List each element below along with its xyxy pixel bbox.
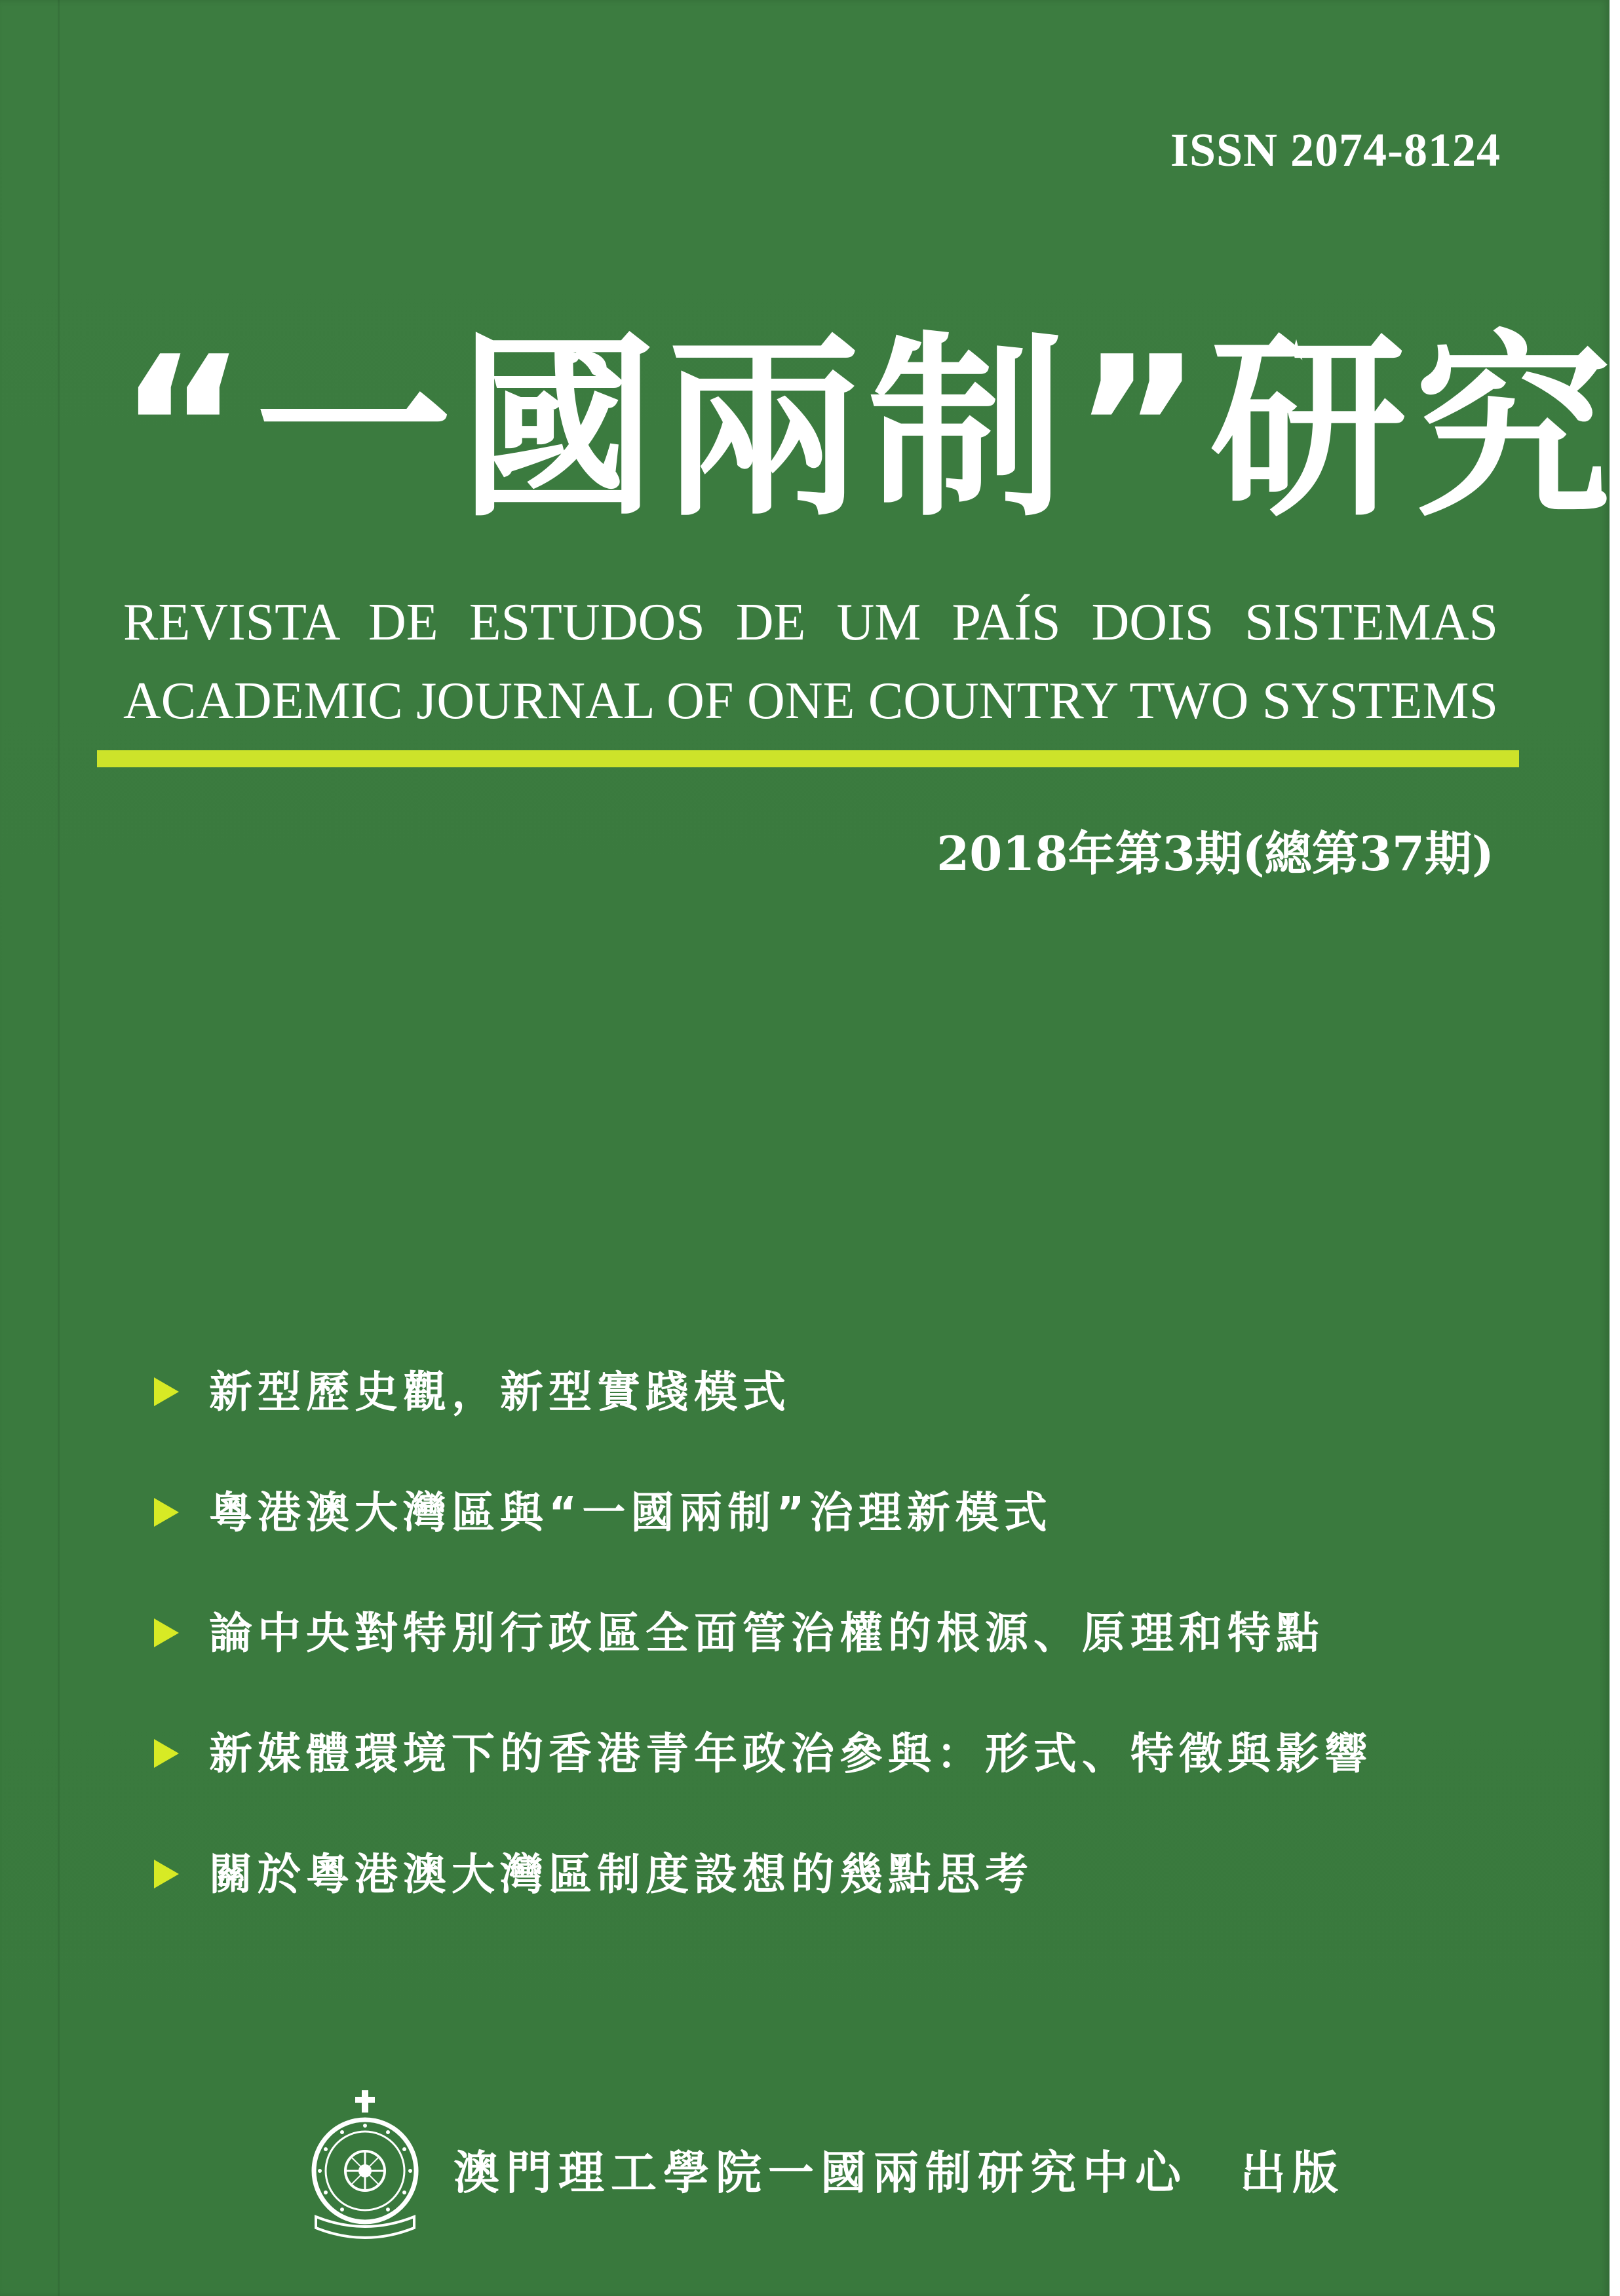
journal-title-portuguese: REVISTA DE ESTUDOS DE UM PAÍS DOIS SISTEMAS: [123, 594, 1498, 651]
issue-number: 2018年第3期(總第37期): [936, 826, 1494, 881]
article-title: 論中央對特別行政區全面管治權的根源、原理和特點: [209, 1608, 1324, 1658]
article-item: [154, 1725, 1530, 1845]
triangle-right-icon: [154, 1860, 179, 1888]
accent-rule: [97, 750, 1519, 767]
featured-articles-list: [154, 1363, 1530, 1966]
article-item: [154, 1845, 1530, 1966]
journal-title-english: ACADEMIC JOURNAL OF ONE COUNTRY TWO SYSTEMS: [123, 672, 1498, 730]
article-item: [154, 1483, 1530, 1604]
triangle-right-icon: [154, 1739, 179, 1768]
journal-title-chinese: “一國兩制”研究: [118, 315, 1619, 543]
article-title: 新型歷史觀，新型實踐模式: [209, 1367, 791, 1417]
issn-number: ISSN 2074-8124: [1170, 124, 1501, 176]
publisher-name: 澳門理工學院一國兩制研究中心 出版: [453, 2146, 1345, 2200]
article-item: [154, 1363, 1530, 1483]
publisher-row: [303, 2089, 1482, 2240]
triangle-right-icon: [154, 1618, 179, 1647]
spine-fold: [58, 0, 60, 2296]
article-title: 粵港澳大灣區與“一國兩制”治理新模式: [209, 1487, 1052, 1538]
triangle-right-icon: [154, 1377, 179, 1406]
article-title: 關於粵港澳大灣區制度設想的幾點思考: [209, 1849, 1033, 1900]
triangle-right-icon: [154, 1498, 179, 1527]
article-item: [154, 1604, 1530, 1725]
article-title: 新媒體環境下的香港青年政治參與：形式、特徵與影響: [209, 1729, 1373, 1779]
institution-seal-icon: [303, 2089, 427, 2240]
